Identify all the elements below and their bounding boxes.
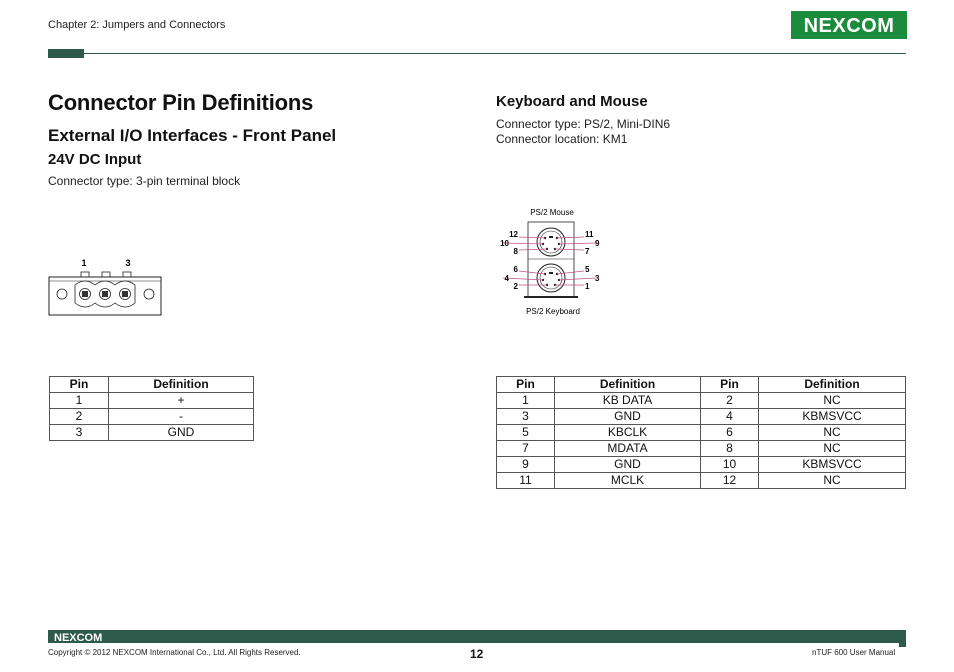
pin-label: 5 [585,265,590,274]
table-cell: NC [759,425,906,441]
table-row [50,393,254,409]
pin-label: 3 [595,274,600,283]
table-cell: 1 [50,393,109,409]
table-row [497,441,906,457]
pin-label: 4 [504,274,509,283]
table-cell: + [109,393,254,409]
footer-square-icon [889,630,898,639]
nexcom-logo [791,11,907,39]
copyright-text: Copyright © 2012 NEXCOM International Co., Ltd. All Rights Reserved. [48,648,301,657]
table-cell: MDATA [555,441,701,457]
table-row [497,457,906,473]
pin-label: 2 [513,282,518,291]
ps2-connector-diagram [494,205,614,320]
table-cell: KBCLK [555,425,701,441]
table-header: Pin [50,377,109,393]
table-cell: 7 [497,441,555,457]
table-cell: KB DATA [555,393,701,409]
table-cell: 11 [497,473,555,489]
table-cell: KBMSVCC [759,409,906,425]
table-cell: NC [759,473,906,489]
table-row [50,425,254,441]
ps2-mouse-label: PS/2 Mouse [530,208,574,217]
table-cell: MCLK [555,473,701,489]
table-cell: GND [555,409,701,425]
terminal-pin-1-label: 1 [81,258,87,268]
table-cell: 10 [701,457,759,473]
table-row [497,409,906,425]
header-accent [48,49,84,58]
pin-label: 10 [500,239,509,248]
header-rule [48,53,906,54]
footer-bar [48,630,906,643]
page-title: Connector Pin Definitions [48,90,314,115]
table-row [497,393,906,409]
table-cell: - [109,409,254,425]
table-header: Definition [759,377,906,393]
table-cell: 2 [701,393,759,409]
footer-square-icon [899,640,906,647]
table-cell: 6 [701,425,759,441]
table-cell: NC [759,441,906,457]
table-cell: 12 [701,473,759,489]
table-header: Pin [701,377,759,393]
kb-mouse-heading: Keyboard and Mouse [496,93,648,110]
logo-text: NEXCOM [803,15,895,37]
pin-label: 9 [595,239,600,248]
manual-name: nTUF 600 User Manual [812,648,896,657]
dc-input-pin-table [49,376,254,441]
table-cell: 2 [50,409,109,425]
table-cell: GND [555,457,701,473]
kb-mouse-pin-table [496,376,906,489]
table-row [497,425,906,441]
table-cell: 3 [497,409,555,425]
table-row [497,473,906,489]
dc-connector-type: Connector type: 3-pin terminal block [48,174,241,188]
table-row [50,409,254,425]
pin-label: 8 [513,247,518,256]
kb-connector-type: Connector type: PS/2, Mini-DIN6 [496,117,671,131]
table-header: Pin [497,377,555,393]
pin-label: 7 [585,247,590,256]
terminal-pin-3-label: 3 [125,258,131,268]
dc-input-heading: 24V DC Input [48,151,142,168]
table-header: Definition [109,377,254,393]
table-cell: 8 [701,441,759,457]
chapter-label: Chapter 2: Jumpers and Connectors [48,19,226,31]
table-cell: 1 [497,393,555,409]
table-cell: 9 [497,457,555,473]
pin-label: 11 [585,230,594,239]
pin-label: 6 [513,265,518,274]
table-header: Definition [555,377,701,393]
table-cell: NC [759,393,906,409]
pin-label: 12 [509,230,518,239]
kb-connector-location: Connector location: KM1 [496,132,628,146]
section-title: External I/O Interfaces - Front Panel [48,126,337,145]
table-cell: KBMSVCC [759,457,906,473]
footer-logo-text: NEXCOM [54,632,103,642]
table-cell: 4 [701,409,759,425]
table-cell: 3 [50,425,109,441]
terminal-block-diagram [48,255,163,317]
table-cell: GND [109,425,254,441]
page-number: 12 [470,647,484,661]
ps2-keyboard-label: PS/2 Keyboard [526,307,580,316]
pin-label: 1 [585,282,590,291]
table-cell: 5 [497,425,555,441]
footer-nexcom-logo [52,631,108,642]
